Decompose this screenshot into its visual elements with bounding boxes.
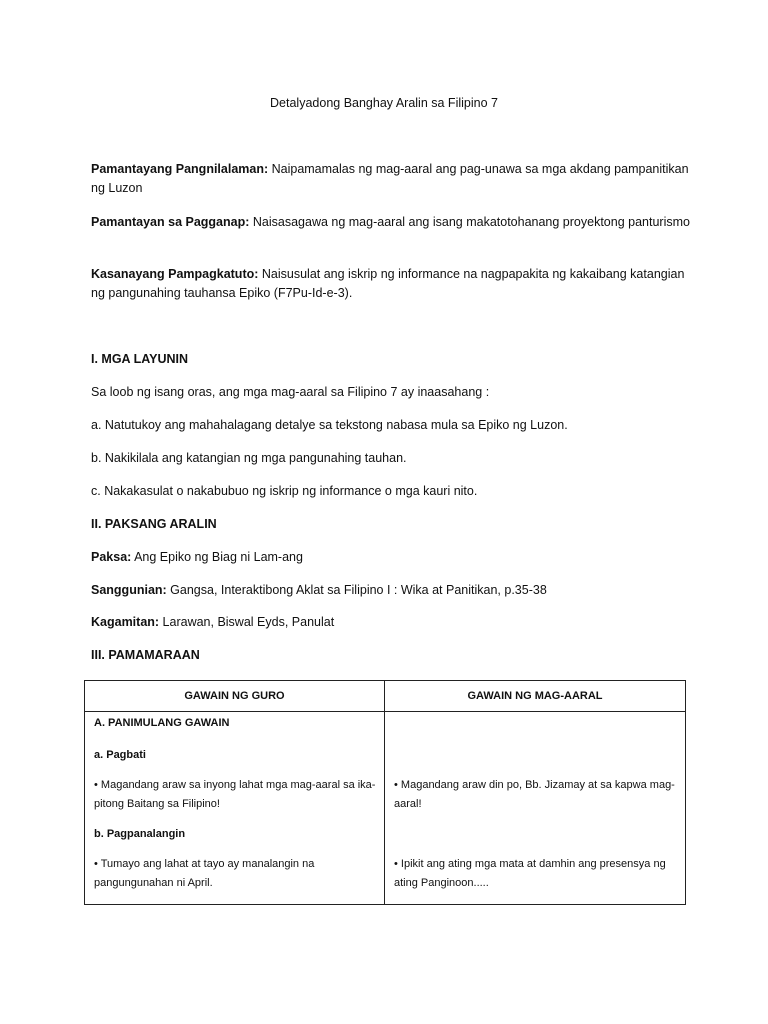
reference-label: Sanggunian:	[91, 583, 167, 597]
learning-competency	[91, 265, 691, 303]
panalangin-student-line: Ipikit ang ating mga mata at damhin ang presensya ng ating Panginoon.....	[394, 858, 666, 889]
materials-text: Larawan, Biswal Eyds, Panulat	[159, 615, 335, 629]
pagbati-response	[394, 776, 684, 814]
topic-line	[91, 548, 691, 567]
performance-standard	[91, 213, 691, 232]
document-title: Detalyadong Banghay Aralin sa Filipino 7	[270, 96, 498, 110]
bullet-icon: •	[394, 858, 398, 870]
panimulang-gawain-heading: A. PANIMULANG GAWAIN	[94, 717, 230, 729]
pagbati-heading: a. Pagbati	[94, 749, 146, 761]
bullet-icon: •	[94, 858, 98, 870]
section-heading-paksang-aralin: II. PAKSANG ARALIN	[91, 517, 217, 531]
content-standard	[91, 160, 691, 198]
materials-label: Kagamitan:	[91, 615, 160, 629]
reference-line	[91, 581, 691, 600]
content-standard-label: Pamantayang Pangnilalaman:	[91, 162, 269, 176]
procedure-table	[84, 680, 686, 905]
header-guro: GAWAIN NG GURO	[85, 681, 385, 712]
topic-label: Paksa:	[91, 550, 132, 564]
reference-text: Gangsa, Interaktibong Aklat sa Filipino I : Wika at Panitikan, p.35-38	[166, 583, 547, 597]
objective-item: a. Natutukoy ang mahahalagang detalye sa tekstong nabasa mula sa Epiko ng Luzon.	[91, 418, 568, 432]
topic-text: Ang Epiko ng Biag ni Lam-ang	[131, 550, 303, 564]
panalangin-response	[394, 855, 686, 893]
table-header-row	[85, 681, 686, 712]
learning-competency-text: Naisusulat ang iskrip ng informance na nagpapakita ng kakaibang katangian ng pangunahing tauhansa Epiko (F7Pu-Id-e-3).	[91, 267, 685, 300]
cell-guro	[85, 712, 385, 905]
learning-competency-label: Kasanayang Pampagkatuto:	[91, 267, 259, 281]
table-row	[85, 712, 686, 905]
performance-standard-text: Naisasagawa ng mag-aaral ang isang makatotohanang proyektong panturismo	[249, 215, 690, 229]
objective-item: b. Nakikilala ang katangian ng mga pangunahing tauhan.	[91, 451, 407, 465]
bullet-icon: •	[94, 779, 98, 791]
objectives-intro: Sa loob ng isang oras, ang mga mag-aaral sa Filipino 7 ay inaasahang :	[91, 385, 490, 399]
materials-line	[91, 613, 691, 632]
pagbati-student-line: Magandang araw din po, Bb. Jizamay at sa kapwa mag-aaral!	[394, 779, 675, 810]
pagbati-teacher-line: Magandang araw sa inyong lahat mga mag-aaral sa ika-pitong Baitang sa Filipino!	[94, 779, 376, 810]
header-mag-aaral: GAWAIN NG MAG-AARAL	[385, 681, 686, 712]
bullet-icon: •	[394, 779, 398, 791]
pagpanalangin-text	[94, 855, 379, 893]
section-heading-layunin: I. MGA LAYUNIN	[91, 352, 188, 366]
pagpanalangin-heading: b. Pagpanalangin	[94, 828, 186, 840]
pagpanalangin-teacher-line: Tumayo ang lahat at tayo ay manalangin na pangungunahan ni April.	[94, 858, 315, 889]
objective-item: c. Nakakasulat o nakabubuo ng iskrip ng informance o mga kauri nito.	[91, 484, 478, 498]
section-heading-pamamaraan: III. PAMAMARAAN	[91, 648, 200, 662]
performance-standard-label: Pamantayan sa Pagganap:	[91, 215, 250, 229]
cell-mag-aaral	[385, 712, 686, 905]
pagbati-text	[94, 776, 379, 814]
content-standard-text: Naipamamalas ng mag-aaral ang pag-unawa sa mga akdang pampanitikan ng Luzon	[91, 162, 689, 195]
